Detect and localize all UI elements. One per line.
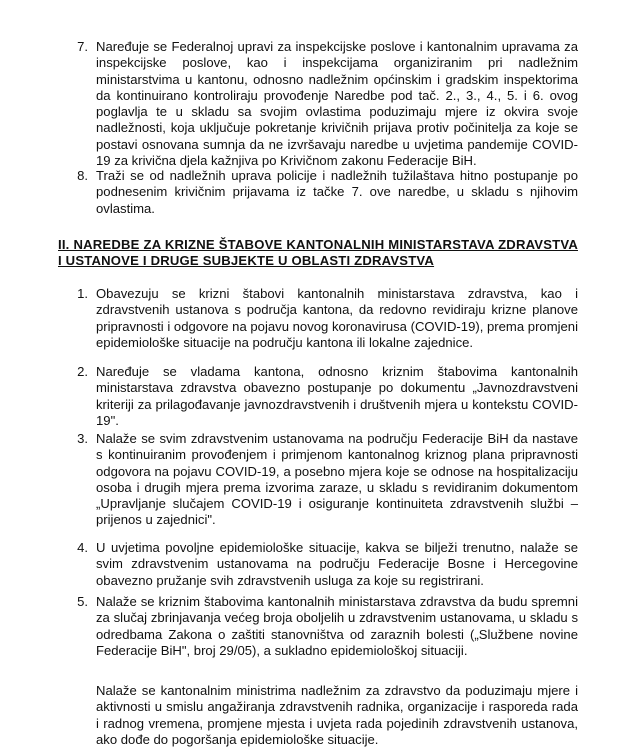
item-number: 7. (77, 39, 88, 54)
item-number: 3. (77, 431, 88, 446)
section-heading: II. NAREDBE ZA KRIZNE ŠTABOVE KANTONALNIH MINISTARSTAVA ZDRAVSTVA I USTANOVE I DRUGE SUBJEKTE U OBLASTI ZDRAVSTVA (58, 237, 578, 269)
item-number: 5. (77, 594, 88, 609)
item-text: Naređuje se Federalnoj upravi za inspekcijske poslove i kantonalnim upravama za inspekcijske poslove, kao i inspekcijama organiziranim pri nadležnim ministarstvima u kantonu, odnosno nadležnim općinskim i gradskim inspektorima da kontinuirano kontroliraju provođenje Naredbe pod tač. 2., 3., 4., 5. i 6. ovog poglavlja te u skladu sa svojim ovlastima poduzimaju mjere iz okvira svoje nadležnosti, koja uključuje pokretanje krivičnih prijava protiv počinitelja za koje se postavi osnovana sumnja da ne izvršavaju naredbe u uvjetima pandemije COVID-19 za krivična djela kažnjiva po Krivičnom zakonu Federacije BiH. (96, 39, 578, 169)
list-item (58, 540, 578, 589)
item-number: 1. (77, 286, 88, 301)
list-item (58, 39, 578, 169)
list-item (58, 594, 578, 659)
item-number: 8. (77, 168, 88, 183)
item-text: Nalaže se kriznim štabovima kantonalnih ministarstava zdravstva da budu spremni za slučaj zbrinjavanja većeg broja oboljelih u zdravstvenim ustanovama, u skladu s odredbama Zakona o zaštiti stanovništva od zaraznih bolesti („Službene novine Federacije BiH", broj 29/05), a sukladno epidemiološkoj situaciji. (96, 594, 578, 658)
item-number: 2. (77, 364, 88, 379)
list-item (58, 168, 578, 217)
list-item (58, 364, 578, 429)
continuation-paragraph (58, 683, 578, 748)
list-item (58, 431, 578, 529)
list-item (58, 286, 578, 351)
paragraph-text: Nalaže se kantonalnim ministrima nadležnim za zdravstvo da poduzimaju mjere i aktivnosti u smislu angažiranja zdravstvenih radnika, organizacije i rasporeda rada i radnog vremena, promjene mjesta i uvjeta rada pojedinih zdravstvenih ustanova, ako dođe do pogoršanja epidemiološke situacije. (96, 683, 578, 747)
item-text: Obavezuju se krizni štabovi kantonalnih ministarstava zdravstva, kao i zdravstvenih ustanova s područja kantona, da redovno revidiraju krizne planove pripravnosti i odgovore na pojavu novog koronavirusa (COVID-19), prema promjeni epidemiološke situacije na području kantona ili lokalne zajednice. (96, 286, 578, 350)
item-text: U uvjetima povoljne epidemiološke situacije, kakva se bilježi trenutno, nalaže se svim zdravstvenim ustanovama na području Federacije Bosne i Hercegovine obavezno pružanje svih zdravstvenih usluga za koje su registrirani. (96, 540, 578, 588)
item-number: 4. (77, 540, 88, 555)
item-text: Nalaže se svim zdravstvenim ustanovama na području Federacije BiH da nastave s kontinuiranim provođenjem i primjenom kantonalnog kriznog plana pripravnosti odgovora na pojavu COVID-19, a posebno mjera koje se odnose na hospitalizaciju osoba i drugih mjera prema izvorima zaraze, u skladu s revidiranim dokumentom „Upravljanje slučajem COVID-19 i osiguranje kontinuiteta zdravstvenih službi – prijenos u zajednici". (96, 431, 578, 528)
item-text: Naređuje se vladama kantona, odnosno kriznim štabovima kantonalnih ministarstava zdravstva obavezno postupanje po dokumentu „Javnozdravstveni kriteriji za prilagođavanje javnozdravstvenih i društvenih mjera u kontekstu COVID-19". (96, 364, 578, 428)
item-text: Traži se od nadležnih uprava policije i nadležnih tužilaštava hitno postupanje po podnesenim krivičnim prijavama iz tačke 7. ove naredbe, u skladu s njihovim ovlastima. (96, 168, 578, 216)
